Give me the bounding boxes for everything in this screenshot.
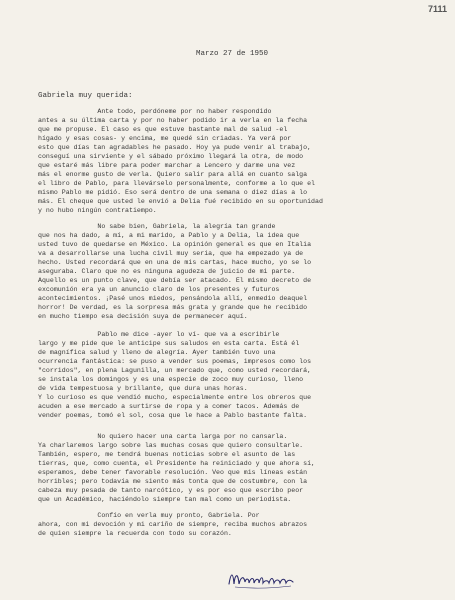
archive-number: 7111 (427, 4, 447, 14)
letter-date: Marzo 27 de 1950 (196, 50, 269, 58)
paragraph: Ante todo, perdóneme por no haber respondido antes a su última carta y por no haber podido ir a verla en la fecha que me propuse. El caso es que estuve bastante mal de salud -el hígado y esas cosas- y encima, me quedé sin criadas. Ya verá por esto que días tan agradables he pasado. Hoy ya pude venir al trabajo, conseguí una sirviente y el sábado próximo llegará la otra, de modo que estaré más libre para poder marchar a Lencero y darme una vez más el enorme gusto de verla. Quiero salir para allá en cuanto salga el libro de Pablo, para llevárselo personalmente, conforme a lo que el mismo Pablo me pidió. Eso será dentro de una semana o diez días a lo más. El cheque que usted le envió a Delia fué recibido en su oportunidad y no hubo ningún contratiempo. (38, 108, 323, 214)
closing-paragraph: Confío en verla muy pronto, Gabriela. Por ahora, con mi devoción y mi cariño de siempre, reciba muchos abrazos de quien siempre la recuerda con todo su corazón. (38, 512, 308, 537)
paragraph: No quiero hacer una carta larga por no cansarla. Ya charlaremos largo sobre las muchas cosas que quiero consultarle. También, espero, me tendrá buenas noticias sobre el asunto de las tierras, que, como cuenta, el Presidente ha reiniciado y que ahora sí, esperamos, debe tener favorable resolución. Veo que mis líneas están horribles; pero todavía me siento más tonta que de costumbre, con la cabeza muy pesada de tanto narcótico, y es por eso que escribo peor que un Académico, haciéndolo siempre tan mal como un periodista. (38, 433, 315, 503)
letter-salutation: Gabriela muy querida: (38, 92, 133, 100)
paragraph: No sabe bien, Gabriela, la alegría tan grande que nos ha dado, a mí, a mi marido, a Pablo y a Delia, la idea que usted tuvo de quedarse en México. La opinión general es que en Italia va a desarrollarse una lucha civil muy seria, que ha empezado ya de hecho. Usted recordará que en una de mis cartas, hace mucho, yo se lo aseguraba. Claro que no es ninguna agudeza de juicio de mi parte. Aquello es un punto clave, que debía ser atacado. El mismo decreto de excomunión era ya un anuncio claro de los presentes y futuros acontecimientos. ¡Pasé unos miedos, pensándola allí, enmedio deaquel horror! De verdad, es la sorpresa más grata y grande que he recibido en mucho tiempo esa decisión suya de permanecer aquí. (38, 223, 312, 320)
handwritten-signature (225, 566, 297, 592)
paragraph: Pablo me dice -ayer lo ví- que va a escribirle largo y me pide que le anticipe sus saludos en esta carta. Está él de magnífica salud y lleno de alegría. Ayer también tuvo una ocurrencia fantástica: se puso a vender sus poemas, impresos como los "corridos", en plena Lagunilla, un mercado que, como usted recordará, se instala los domingos y es una especie de zoco muy curioso, lleno de vida tempestuosa y brillante, que dura unas horas. Y lo curioso es que vendió mucho, especialmente entre los obreros que acuden a ese mercado a surtirse de ropa y a comer tacos. Además de vender poemas, tomó el sol, cosa que le hace a Pablo bastante falta. (38, 331, 312, 419)
